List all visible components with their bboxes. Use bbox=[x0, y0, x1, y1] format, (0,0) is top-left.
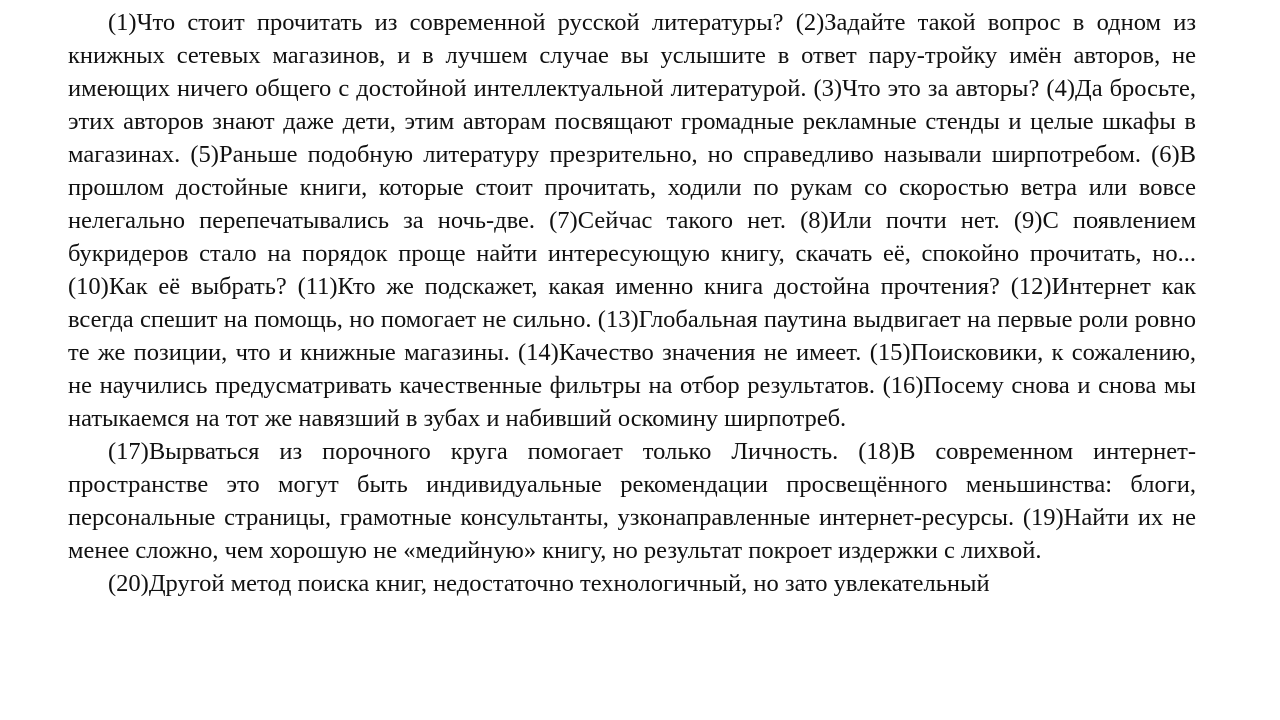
paragraph-1: (1)Что стоит прочитать из современной русской литературы? (2)Задайте такой вопрос в одном из книжных сетевых магазинов, и в лучшем случае вы услышите в ответ пару-тройку имён авторов, не имеющих ничего общего с достойной интеллектуальной литературой. (3)Что это за авторы? (4)Да бросьте, этих авторов знают даже дети, этим авторам посвящают громадные рекламные стенды и целые шкафы в магазинах. (5)Раньше подобную литературу презрительно, но справедливо называли ширпотребом. (6)В прошлом достойные книги, которые стоит прочитать, ходили по рукам со скоростью ветра или вовсе нелегально перепечатывались за ночь-две. (7)Сейчас такого нет. (8)Или почти нет. (9)С появлением букридеров стало на порядок проще найти интересующую книгу, скачать её, спокойно прочитать, но... (10)Как её выбрать? (11)Кто же подскажет, какая именно книга достойна прочтения? (12)Интернет как всегда спешит на помощь, но помогает не сильно. (13)Глобальная паутина выдвигает на первые роли ровно те же позиции, что и книжные магазины. (14)Качество значения не имеет. (15)Поисковики, к сожалению, не научились предусматривать качественные фильтры на отбор результатов. (16)Посему снова и снова мы натыкаемся на тот же навязший в зубах и набивший оскомину ширпотреб. bbox=[68, 9, 1196, 432]
paragraph-2: (17)Вырваться из порочного круга помогает только Личность. (18)В современном интернет-пространстве это могут быть индивидуальные рекомендации просвещённого меньшинства: блоги, персональные страницы, грамотные консультанты, узконаправленные интернет-ресурсы. (19)Найти их не менее сложно, чем хорошую не «медийную» книгу, но результат покроет издержки с лихвой. bbox=[68, 438, 1196, 564]
document-body bbox=[68, 6, 1196, 600]
paragraph-3: (20)Другой метод поиска книг, недостаточно технологичный, но зато увлекательный bbox=[108, 570, 990, 597]
